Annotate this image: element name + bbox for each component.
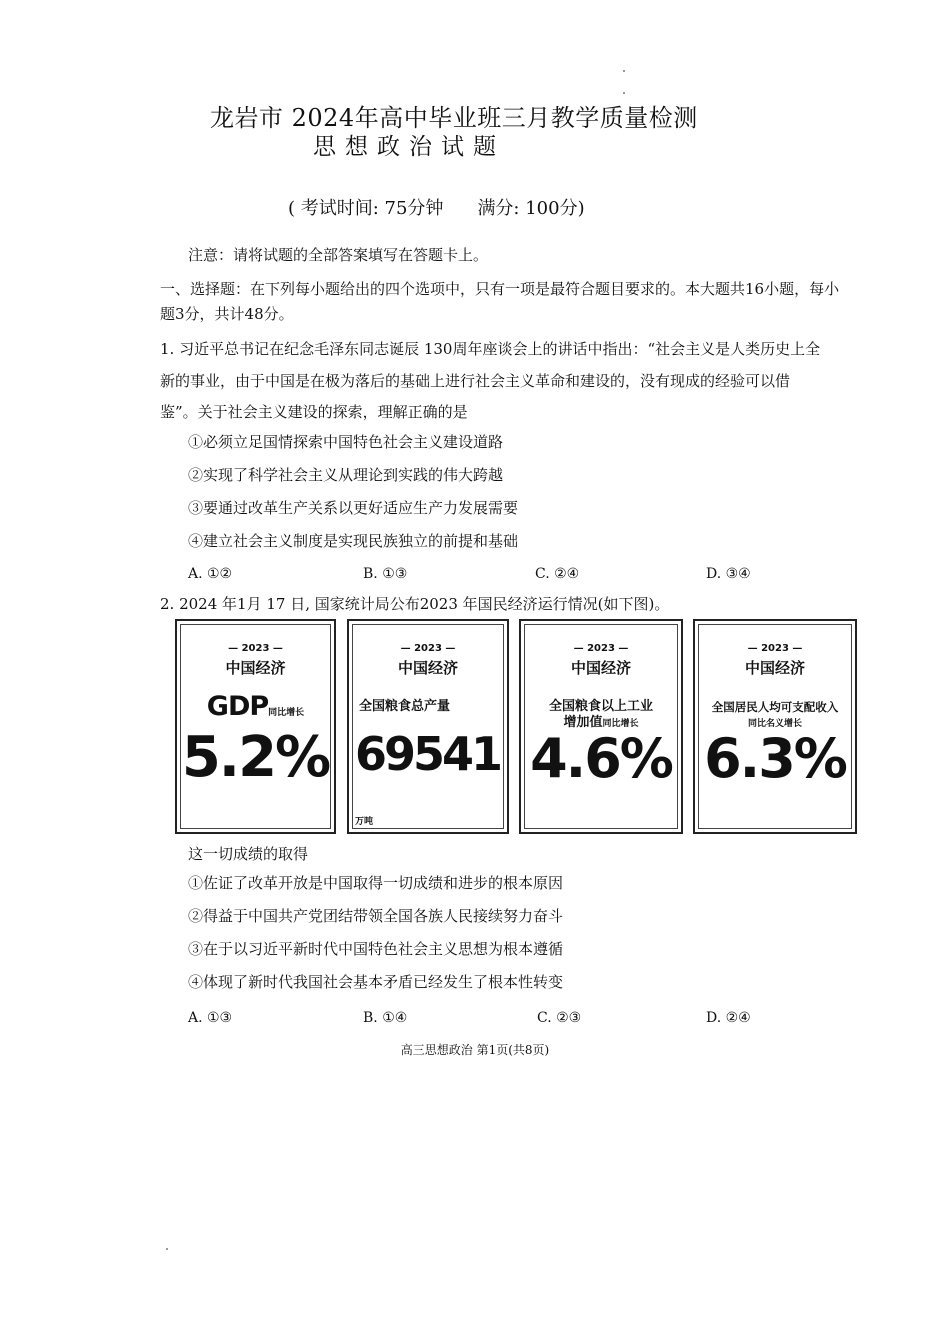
stat-panel-grain bbox=[347, 619, 509, 834]
q2-stem-line1: 2. 2024 年1月 17 日, 国家统计局公布2023 年国民经济运行情况(如下图)。 bbox=[160, 595, 670, 613]
panel-brand: 中国经济 bbox=[397, 659, 458, 677]
q2-item: ④体现了新时代我国社会基本矛盾已经发生了根本性转变 bbox=[188, 973, 564, 991]
notice: 注意：请将试题的全部答案填写在答题卡上。 bbox=[188, 246, 489, 264]
panel-label2-small: 同比增长 bbox=[602, 719, 639, 729]
q1-option-a: A. ①② bbox=[188, 566, 233, 582]
panel-value: 5.2% bbox=[181, 725, 330, 790]
scan-speck bbox=[623, 92, 625, 94]
exam-info bbox=[288, 194, 585, 220]
stat-panel-gdp bbox=[175, 619, 336, 834]
q2-option-a: A. ①③ bbox=[188, 1010, 233, 1026]
q1-option-b: B. ①③ bbox=[363, 566, 408, 582]
stat-panel-income bbox=[693, 619, 857, 834]
q2-stem: 这一切成绩的取得 bbox=[188, 845, 309, 863]
q1-item: ②实现了科学社会主义从理论到实践的伟大跨越 bbox=[188, 466, 504, 484]
panel-brand: 中国经济 bbox=[744, 659, 805, 677]
q2-item: ②得益于中国共产党团结带领全国各族人民接续努力奋斗 bbox=[188, 907, 564, 925]
q2-item: ③在于以习近平新时代中国特色社会主义思想为根本遵循 bbox=[188, 940, 564, 958]
scan-speck bbox=[623, 70, 625, 72]
panel-unit: 万吨 bbox=[355, 817, 374, 827]
q1-stem-line2: 新的事业，由于中国是在极为落后的基础上进行社会主义革命和建设的，没有现成的经验可以借 bbox=[160, 372, 791, 390]
panel-year: — 2023 — bbox=[747, 643, 803, 654]
scan-speck bbox=[166, 1248, 168, 1250]
exam-time: ( 考试时间: 75分钟 bbox=[288, 198, 444, 219]
panel-label2-small: 同比名义增长 bbox=[747, 719, 802, 729]
q1-item: ①必须立足国情探索中国特色社会主义建设道路 bbox=[188, 433, 504, 451]
q2-option-b: B. ①④ bbox=[363, 1010, 408, 1026]
q2-option-c: C. ②③ bbox=[537, 1010, 582, 1026]
panel-label: 全国粮食总产量 bbox=[359, 699, 451, 714]
q1-item: ④建立社会主义制度是实现民族独立的前提和基础 bbox=[188, 532, 519, 550]
panel-year: — 2023 — bbox=[573, 643, 629, 654]
panel-label: 全国粮食以上工业 bbox=[548, 699, 653, 714]
panel-value: 4.6% bbox=[530, 727, 672, 790]
panel-label: GDP bbox=[206, 691, 269, 722]
q1-item: ③要通过改革生产关系以更好适应生产力发展需要 bbox=[188, 499, 519, 517]
panel-year: — 2023 — bbox=[228, 643, 283, 654]
panel-brand: 中国经济 bbox=[570, 659, 631, 677]
section-intro-line2: 题3分，共计48分。 bbox=[160, 305, 294, 323]
q1-stem-line3: 鉴”。关于社会主义建设的探索，理解正确的是 bbox=[160, 403, 468, 421]
exam-title: 龙岩市 2024年高中毕业班三月教学质量检测 bbox=[210, 104, 698, 132]
panel-label-small: 同比增长 bbox=[268, 708, 305, 718]
panel-year: — 2023 — bbox=[400, 643, 456, 654]
panel-value: 6.3% bbox=[704, 727, 846, 790]
stat-panel-industry bbox=[519, 619, 683, 834]
q1-stem-line1: 1. 习近平总书记在纪念毛泽东同志诞辰 130周年座谈会上的讲话中指出：“社会主义是人类历史上全 bbox=[160, 340, 821, 358]
panel-brand: 中国经济 bbox=[225, 659, 286, 677]
panel-value: 69541 bbox=[355, 727, 501, 781]
q2-item: ①佐证了改革开放是中国取得一切成绩和进步的根本原因 bbox=[188, 874, 564, 892]
panel-label: 全国居民人均可支配收入 bbox=[711, 700, 839, 714]
q1-option-c: C. ②④ bbox=[535, 566, 580, 582]
page-footer: 高三思想政治 第1页(共8页) bbox=[400, 1043, 550, 1057]
q2-option-d: D. ②④ bbox=[706, 1010, 751, 1026]
section-intro-line1: 一、选择题：在下列每小题给出的四个选项中，只有一项是最符合题目要求的。本大题共16小题，每小 bbox=[160, 280, 840, 298]
q1-option-d: D. ③④ bbox=[706, 566, 751, 582]
panel-label2: 增加值 bbox=[563, 715, 603, 730]
subject-title: 思想政治试题 bbox=[313, 134, 505, 160]
exam-score: 满分: 100分) bbox=[477, 198, 585, 219]
